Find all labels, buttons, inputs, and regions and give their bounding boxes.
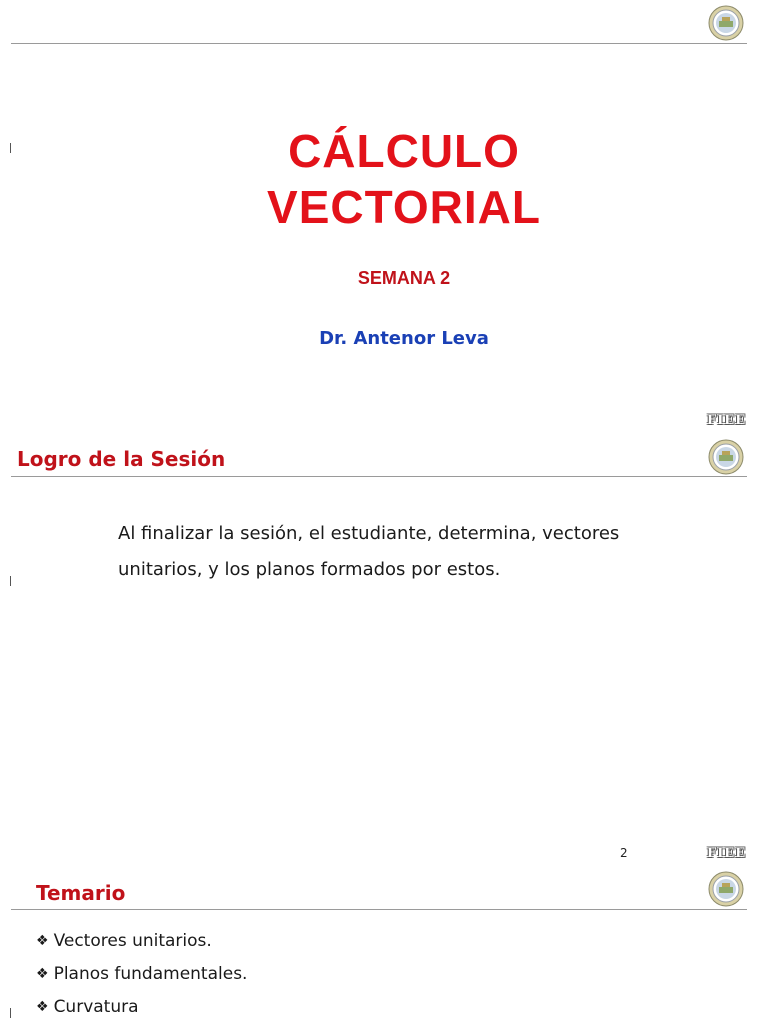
topic-label: Planos fundamentales. <box>53 963 248 984</box>
list-item <box>36 990 247 1023</box>
slide1-week-label: SEMANA 2 <box>357 268 451 288</box>
slide1-title-line2: VECTORIAL <box>267 181 541 233</box>
slide2-body-line2: unitarios, y los planos formados por estos. <box>118 559 501 580</box>
slide2-margin-tick <box>10 576 11 586</box>
slide2-fiee-mark: FIEE <box>707 413 747 428</box>
diamond-bullet-icon: ❖ <box>36 932 49 949</box>
slide2-page-number: 2 <box>620 846 628 860</box>
slide3-margin-tick <box>10 1008 11 1018</box>
diamond-bullet-icon: ❖ <box>36 998 49 1015</box>
topic-label: Curvatura <box>53 996 139 1017</box>
slide3-topic-list <box>36 924 247 1023</box>
slide3-header-rule <box>11 909 747 910</box>
diamond-bullet-icon: ❖ <box>36 965 49 982</box>
list-item <box>36 924 247 957</box>
slide1-title-line1: CÁLCULO <box>288 125 520 177</box>
slide1-header-rule <box>11 43 747 44</box>
slide2-body-line1: Al finalizar la sesión, el estudiante, determina, vectores <box>118 523 620 544</box>
slide3-heading: Temario <box>36 881 126 905</box>
slide2-header-rule <box>11 476 747 477</box>
list-item <box>36 957 247 990</box>
slide2-heading: Logro de la Sesión <box>17 447 226 471</box>
university-seal-icon <box>708 871 744 907</box>
university-seal-icon <box>708 439 744 475</box>
slide3-fiee-mark: FIEE <box>707 846 747 861</box>
slide1-author: Dr. Antenor Leva <box>319 328 489 349</box>
university-seal-icon <box>708 5 744 41</box>
topic-label: Vectores unitarios. <box>53 930 212 951</box>
